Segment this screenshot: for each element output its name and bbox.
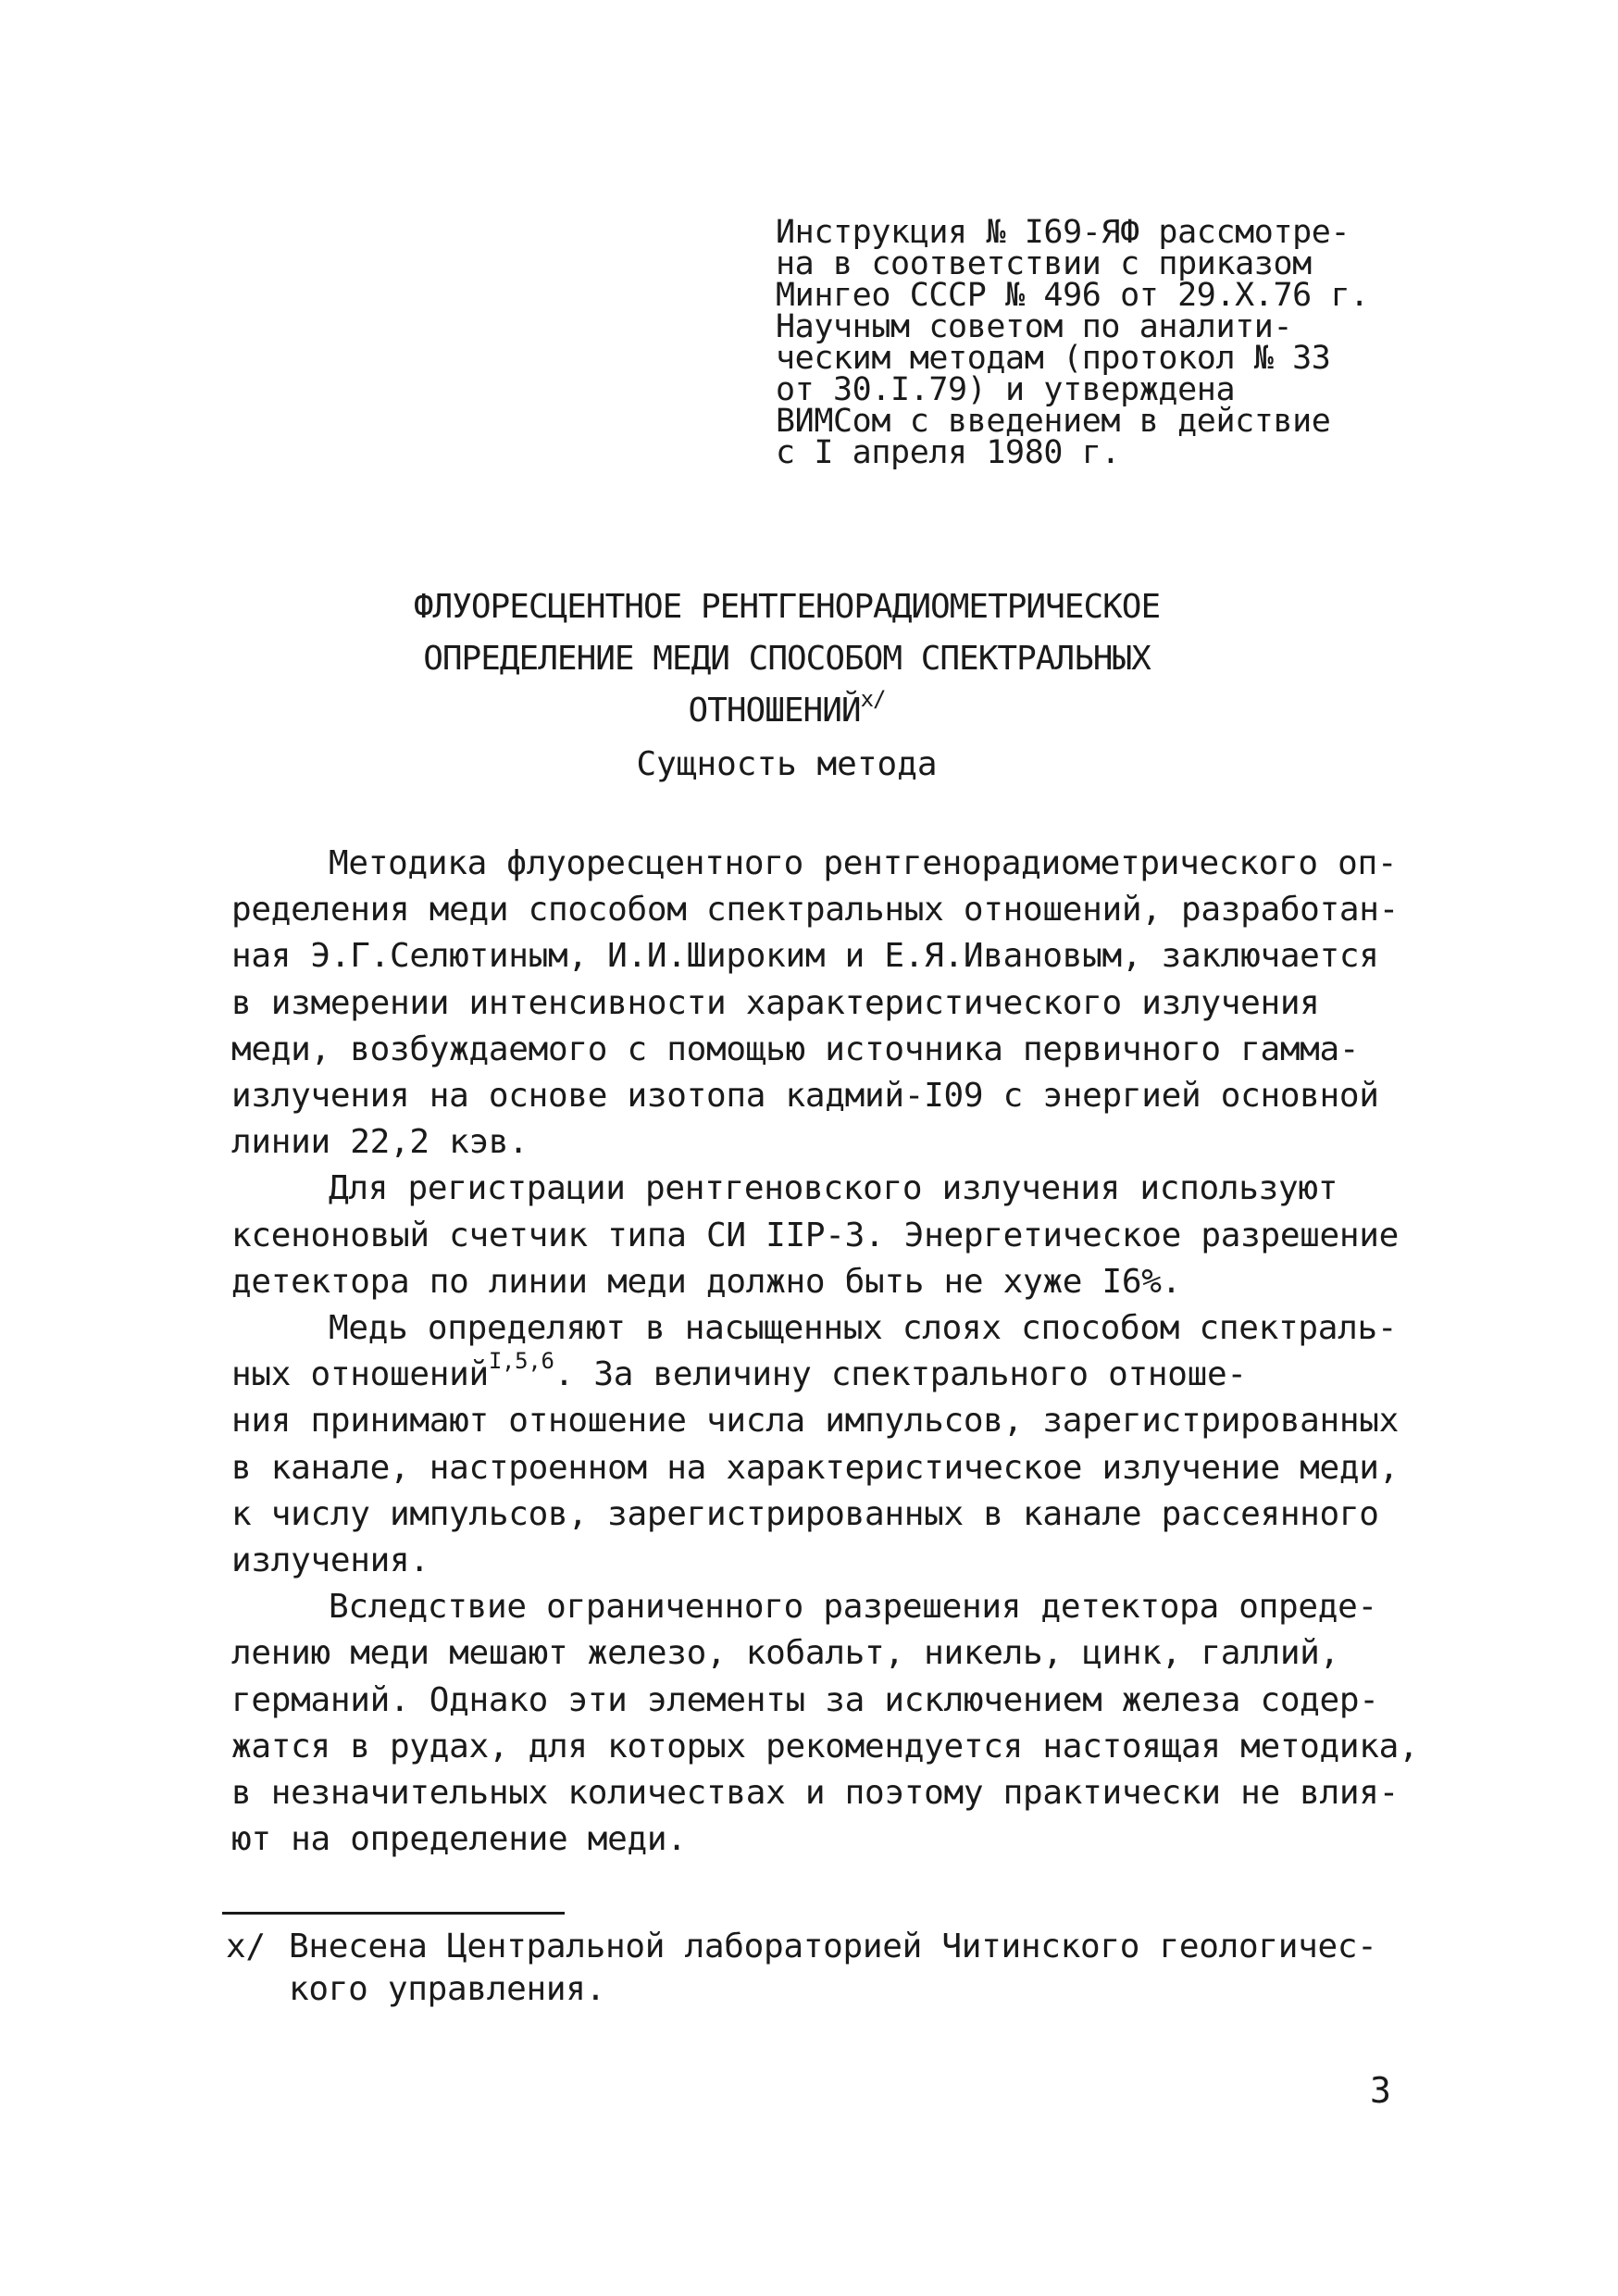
title-line-3 (278, 685, 1296, 737)
approval-note-line: Мингео СССР № 496 от 29.X.76 г. (776, 277, 1369, 314)
title-line-2: ОПРЕДЕЛЕНИЕ МЕДИ СПОСОБОМ СПЕКТРАЛЬНЫХ (423, 640, 1151, 678)
page-number: 3 (1370, 2070, 1391, 2111)
paragraph-line: ределения меди способом спектральных отношений, разработан- (231, 891, 1400, 930)
paragraph-line-with-refs (231, 1348, 1398, 1398)
paragraph-line: линии 22,2 кэв. (231, 1123, 529, 1162)
approval-note-line: с I апреля 1980 г. (776, 434, 1121, 471)
paragraph-line: излучения. (231, 1541, 429, 1580)
paragraph-line: ксеноновый счетчик типа СИ IIР-3. Энергетическое разрешение (231, 1216, 1400, 1254)
paragraph-line: в измерении интенсивности характеристического излучения (231, 983, 1320, 1022)
paragraph-line-tail: . За величину спектрального отноше- (554, 1355, 1247, 1394)
paragraph-line: ют на определение меди. (231, 1820, 687, 1859)
body-text (231, 841, 1419, 1863)
approval-note-line: ческим методам (протокол № 33 (776, 340, 1331, 377)
paragraph-line: излучения на основе изотопа кадмий-I09 с энергией основной (231, 1077, 1379, 1116)
paragraph-line: жатся в рудах, для которых рекомендуется настоящая методика, (231, 1727, 1419, 1766)
footnote-line-1 (226, 1926, 1429, 1968)
paragraph-line: детектора по линии меди должно быть не хуже I6%. (231, 1262, 1181, 1301)
approval-note-line: от 30.I.79) и утверждена (776, 371, 1236, 408)
paragraph-line: Медь определяют в насыщенных слоях способом спектраль- (329, 1309, 1398, 1348)
approval-note-line: Инструкция № I69-ЯФ рассмотре- (776, 214, 1350, 251)
paragraph-line-text: ных отношений (231, 1355, 489, 1394)
reference-marks: I,5,6 (488, 1348, 554, 1375)
approval-note-line: Научным советом по аналити- (776, 308, 1293, 345)
approval-note (776, 214, 1442, 471)
paragraph-line: в незначительных количествах и поэтому практически не влия- (231, 1774, 1400, 1813)
paragraph-line: германий. Однако эти элементы за исключением железа содер- (231, 1680, 1379, 1719)
paragraph-line: Для регистрации рентгеновского излучения используют (329, 1169, 1338, 1208)
footnote-line-2: кого управления. (289, 1970, 605, 2008)
title-line-1: ФЛУОРЕСЦЕНТНОЕ РЕНТГЕНОРАДИОМЕТРИЧЕСКОЕ (413, 588, 1161, 626)
paragraph-line: к числу импульсов, зарегистрированных в канале рассеянного (231, 1494, 1379, 1533)
footnote-text: Внесена Центральной лабораторией Читинского геологичес- (289, 1928, 1377, 1965)
paragraph-line: Вследствие ограниченного разрешения детектора опреде- (329, 1588, 1377, 1627)
paragraph-line: ная Э.Г.Селютиным, И.И.Широким и Е.Я.Ивановым, заключается (231, 937, 1379, 976)
section-heading: Сущность метода (636, 745, 938, 783)
paragraph-line: ния принимают отношение числа импульсов, зарегистрированных (231, 1402, 1400, 1441)
footnote-divider (222, 1912, 565, 1915)
footnote-mark: x/ (226, 1928, 266, 1965)
title-footnote-mark: x/ (860, 686, 886, 712)
paragraph-line: лению меди мешают железо, кобальт, никель, цинк, галлий, (231, 1634, 1339, 1673)
approval-note-line: на в соответствии с приказом (776, 245, 1312, 282)
title-line-3-text: ОТНОШЕНИЙ (688, 692, 861, 730)
approval-note-line: ВИМСом с введением в действие (776, 403, 1331, 440)
paragraph-line: в канале, настроенном на характеристическое излучение меди, (231, 1448, 1400, 1487)
paragraph-line: Методика флуоресцентного рентгенорадиометрического оп- (329, 844, 1398, 882)
footnote (226, 1926, 1429, 2011)
document-title (278, 581, 1296, 737)
paragraph-line: меди, возбуждаемого с помощью источника первичного гамма- (231, 1029, 1360, 1068)
